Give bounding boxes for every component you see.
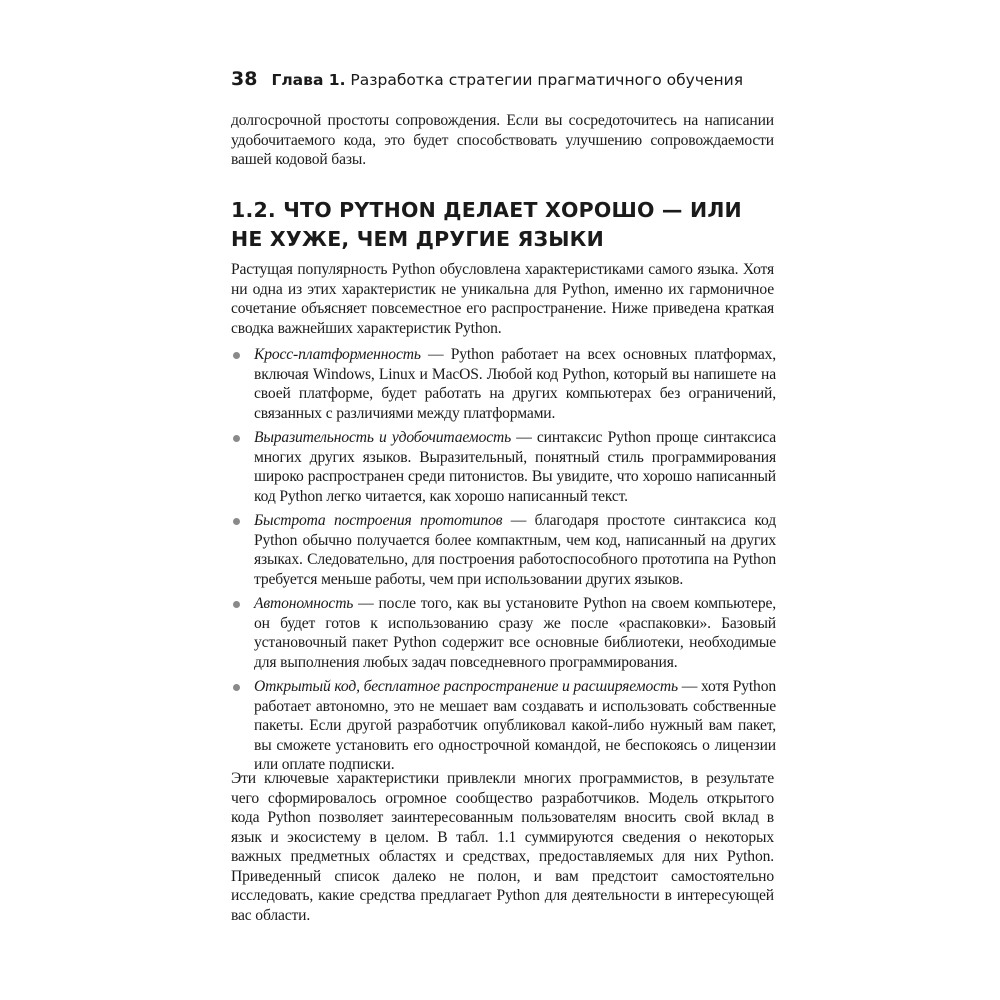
bullet-icon (233, 435, 240, 442)
list-item-term: Открытый код, бесплатное распространение и расширяемость (254, 678, 678, 695)
chapter-title: Разработка стратегии прагматичного обучения (350, 71, 744, 89)
bullet-icon (233, 518, 240, 525)
page-number: 38 (231, 68, 258, 90)
list-item (231, 428, 776, 506)
chapter-label: Глава 1. (271, 71, 346, 89)
list-item-term: Быстрота построения прототипов (254, 512, 503, 529)
list-item-term: Автономность (254, 595, 354, 612)
list-item (231, 345, 776, 423)
paragraph-intro: Растущая популярность Python обусловлена характеристиками самого языка. Хотя ни одна из этих характеристик не уникальна для Python, именно их гармоничное сочетание объясняет повсеместное его распространение. Ниже приведена краткая сводка важнейших характеристик Python. (231, 261, 774, 337)
list-item (231, 511, 776, 589)
list-item-term: Кросс-платформенность (254, 346, 421, 363)
list-item-text: — после того, как вы установите Python на своем компьютере, он будет готов к использованию сразу же после «распаковки». Базовый установочный пакет Python содержит все основные библиотеки, необходимые для выполнения любых задач повседневного программирования. (254, 595, 776, 671)
section-heading: 1.2. ЧТО PYTHON ДЕЛАЕТ ХОРОШО — ИЛИ НЕ ХУЖЕ, ЧЕМ ДРУГИЕ ЯЗЫКИ (231, 198, 742, 251)
feature-list (231, 345, 776, 780)
list-item-term: Выразительность и удобочитаемость (254, 429, 512, 446)
bullet-icon (233, 601, 240, 608)
list-item-text: — Python работает на всех основных платформах, включая Windows, Linux и MacOS. Любой код Python, который вы напишете на своей платформе, будет работать на других компьютерах без ограничений, связанных с различиями между платформами. (254, 346, 776, 422)
bullet-icon (233, 684, 240, 691)
list-item (231, 594, 776, 672)
list-item-text: — хотя Python работает автономно, это не мешает вам создавать и использовать собственные пакеты. Если другой разработчик опубликовал какой-либо нужный вам пакет, вы сможете установить его однострочной командой, не беспокоясь о лицензии или оплате подписки. (254, 678, 776, 773)
running-header (231, 68, 776, 90)
list-item (231, 677, 776, 775)
paragraph-final: Эти ключевые характеристики привлекли многих программистов, в результате чего сформировалось огромное сообщество разработчиков. Модель открытого кода Python позволяет заинтересованным пользователям вносить свой вклад в язык и экосистему в целом. В табл. 1.1 суммируются сведения о некоторых важных предметных областях и средствах, предоставляемых для них Python. Приведенный список далеко не полон, и вам предстоит самостоятельно исследовать, какие средства предлагает Python для деятельности в интересующей вас области. (231, 770, 774, 924)
bullet-icon (233, 352, 240, 359)
list-item-text: — синтаксис Python проще синтаксиса многих других языков. Выразительный, понятный стиль программирования широко распространен среди питонистов. Вы увидите, что хорошо написанный код Python легко читается, как хорошо написанный текст. (254, 429, 776, 505)
paragraph-top: долгосрочной простоты сопровождения. Если вы сосредоточитесь на написании удобочитаемого кода, это будет способствовать улучшению сопровождаемости вашей кодовой базы. (231, 112, 774, 168)
list-item-text: — благодаря простоте синтаксиса код Python обычно получается более компактным, чем код, написанный на других языках. Следовательно, для построения работоспособного прототипа на Python требуется меньше работы, чем при использовании других языков. (254, 512, 777, 588)
